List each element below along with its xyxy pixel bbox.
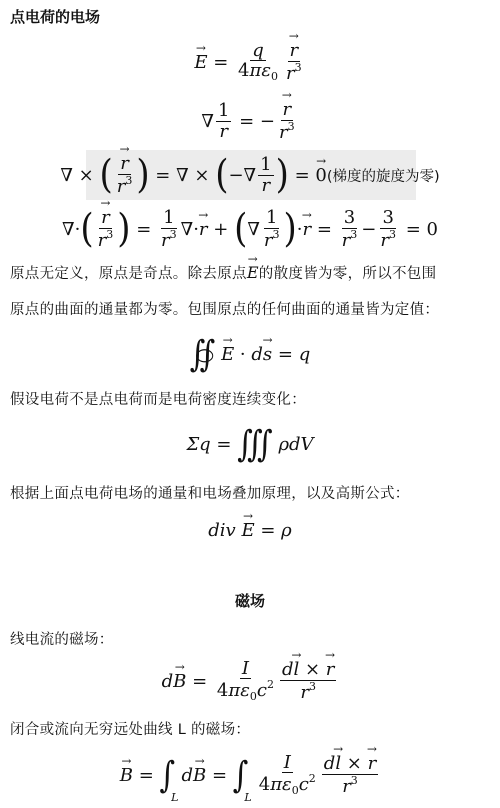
equation-charge-integral: Σq = ∭ ρdV [186, 423, 314, 465]
equation-divergence: ∇· ( → $\frac{r}{r^3}$ ) = $\frac{1}{r^3}$ ∇· → r + ( ∇ $\frac{1}{r^3}$ ) · → r = $\frac{3}{r^3}$ − $\frac{3}{r^3}$ = 0 [0, 202, 500, 256]
heading-magnetic-field: 磁场 [234, 592, 265, 610]
equation-coulomb-field: → E = $\frac{q}{4\pi\varepsilon_0}$ → $\frac{r}{r^3}$ [0, 34, 500, 90]
paragraph-singularity-line2: 原点的曲面的通量都为零。包围原点的任何曲面的通量皆为定值： [10, 302, 440, 318]
paragraph-continuous-charge: 假设电荷不是点电荷而是电荷密度连续变化： [10, 392, 306, 408]
heading-point-charge: 点电荷的电场 [10, 8, 101, 26]
paragraph-text: 的散度皆为零，所以不包围 [258, 266, 437, 282]
paragraph-singularity-line1: 原点无定义，原点是奇点。除去原点→ E的散度皆为零，所以不包围 [10, 262, 436, 283]
paragraph-closed-curve: 闭合或流向无穷远处曲线 L 的磁场： [10, 722, 251, 738]
equation-curl-zero: ∇ × ( → $\frac{r}{r^3}$ ) = ∇ × ( −∇ $\frac{1}{r}$ ) = → 0 (梯度的旋度为零) [0, 150, 500, 200]
equation-gradient-inverse-r: ∇ $\frac{1}{r}$ = − → $\frac{r}{r^3}$ [0, 94, 500, 148]
paragraph-text: 原点无定义，原点是奇点。除去原点 [10, 266, 247, 282]
curl-note: (梯度的旋度为零) [326, 168, 440, 185]
equation-divergence-rho: div → E = ρ [0, 512, 500, 548]
equation-biot-savart-differential: d → B = $\frac{I}{4\pi\varepsilon_0c^2}$ $\frac{d\to l \times \to r}{r^3}$ [0, 654, 500, 708]
paragraph-gauss-law: 根据上面点电荷电场的通量和电场叠加原理，以及高斯公式： [10, 486, 410, 502]
paragraph-line-current: 线电流的磁场： [10, 632, 114, 648]
equation-gauss-flux: ∬ → E · d → s = q [0, 330, 500, 378]
equation-biot-savart-integral: → B = ∫ L d → B = ∫ L $\frac{I}{4\pi\varepsilon_0c^2}$ $\frac{d\to l \times \to r}{r^3}$ [0, 746, 500, 804]
